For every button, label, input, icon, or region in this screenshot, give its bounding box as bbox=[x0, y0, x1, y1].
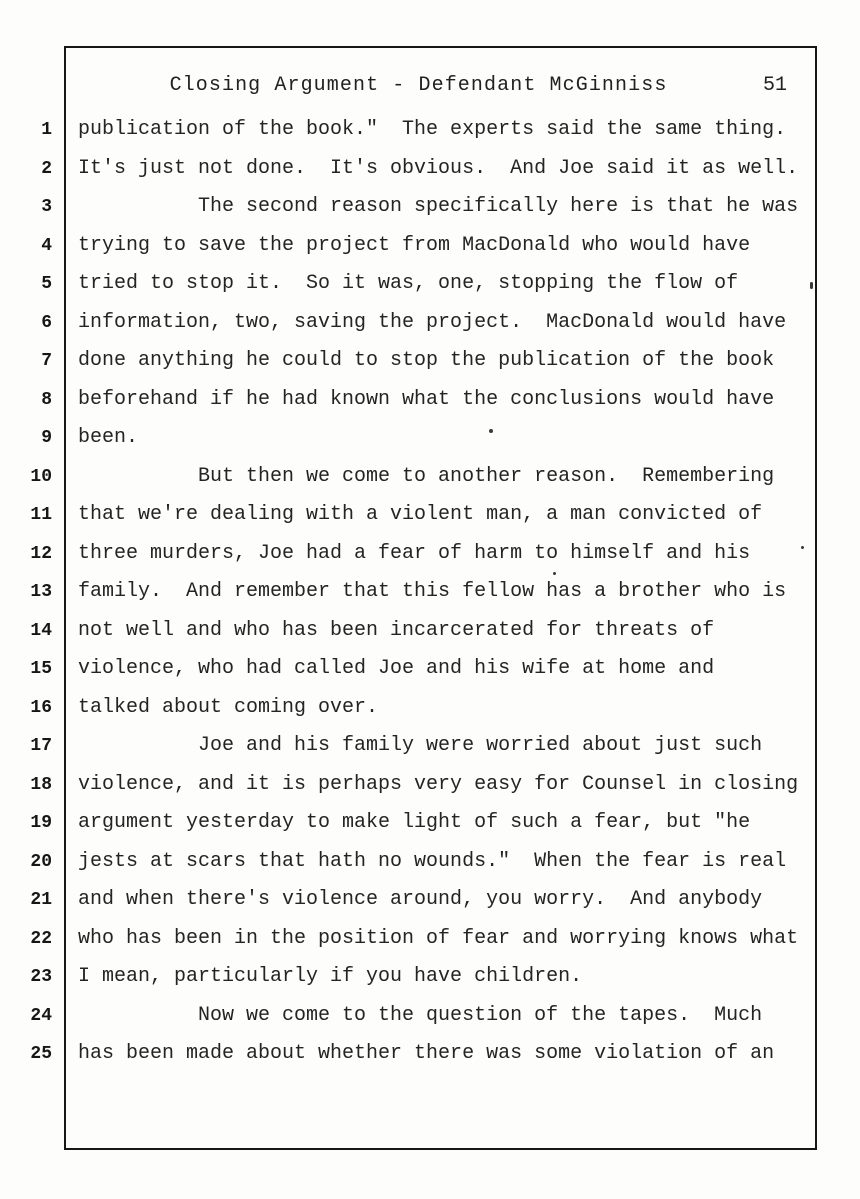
scan-artifact bbox=[553, 572, 556, 575]
line-number: 14 bbox=[30, 620, 52, 641]
line-number: 12 bbox=[30, 543, 52, 564]
transcript-line: tried to stop it. So it was, one, stopping the flow of bbox=[78, 272, 739, 295]
line-number: 3 bbox=[41, 197, 52, 217]
line-number: 11 bbox=[30, 505, 52, 525]
transcript-line: and when there's violence around, you worry. And anybody bbox=[78, 888, 763, 911]
line-number: 6 bbox=[41, 312, 52, 333]
scan-artifact bbox=[801, 546, 804, 549]
line-number: 10 bbox=[30, 466, 52, 487]
transcript-line: that we're dealing with a violent man, a man convicted of bbox=[78, 503, 763, 526]
transcript-line: talked about coming over. bbox=[78, 695, 379, 719]
line-number: 20 bbox=[30, 851, 52, 872]
line-number: 19 bbox=[30, 813, 52, 833]
scan-artifact bbox=[810, 282, 813, 289]
line-number: 16 bbox=[30, 697, 52, 718]
page-number: 51 bbox=[762, 74, 787, 97]
line-number: 21 bbox=[30, 890, 52, 910]
page-title: Closing Argument - Defendant McGinniss bbox=[169, 74, 668, 97]
transcript-line: jests at scars that hath no wounds." When the fear is real bbox=[78, 849, 787, 873]
header bbox=[66, 74, 815, 97]
transcript-line: done anything he could to stop the publication of the book bbox=[78, 349, 775, 372]
transcript-line: not well and who has been incarcerated for threats of bbox=[78, 618, 715, 642]
transcript-line: I mean, particularly if you have children. bbox=[78, 965, 583, 988]
line-number: 15 bbox=[30, 659, 52, 679]
line-number: 25 bbox=[30, 1044, 52, 1064]
transcript-line: trying to save the project from MacDonald who would have bbox=[78, 233, 751, 257]
transcript-line: family. And remember that this fellow has a brother who is bbox=[78, 580, 787, 603]
transcript-line: violence, and it is perhaps very easy for Counsel in closing bbox=[78, 772, 799, 796]
transcript-line: Now we come to the question of the tapes. Much bbox=[78, 1003, 763, 1027]
scan-artifact bbox=[489, 429, 493, 433]
transcript-line: argument yesterday to make light of such a fear, but "he bbox=[78, 811, 751, 834]
transcript-line: has been made about whether there was some violation of an bbox=[78, 1042, 775, 1065]
transcript-line: The second reason specifically here is that he was bbox=[78, 195, 799, 218]
line-number: 1 bbox=[41, 120, 52, 140]
transcript-line: been. bbox=[78, 426, 139, 449]
line-number: 17 bbox=[30, 736, 52, 756]
transcript-text bbox=[78, 111, 816, 1074]
line-number-gutter bbox=[0, 111, 52, 1074]
line-number: 8 bbox=[41, 389, 52, 410]
line-number: 22 bbox=[30, 928, 52, 949]
line-number: 4 bbox=[41, 235, 52, 256]
line-number: 18 bbox=[30, 774, 52, 795]
line-number: 2 bbox=[41, 158, 52, 179]
line-number: 9 bbox=[41, 428, 52, 448]
transcript-line: three murders, Joe had a fear of harm to himself and his bbox=[78, 541, 751, 565]
transcript-line: It's just not done. It's obvious. And Joe said it as well. bbox=[78, 156, 799, 180]
line-number: 7 bbox=[41, 351, 52, 371]
transcript-line: violence, who had called Joe and his wife at home and bbox=[78, 657, 715, 680]
transcript-line: information, two, saving the project. MacDonald would have bbox=[78, 310, 787, 334]
transcript-line: publication of the book." The experts said the same thing. bbox=[78, 118, 787, 141]
line-number: 24 bbox=[30, 1005, 52, 1026]
transcript-line: beforehand if he had known what the conclusions would have bbox=[78, 387, 775, 411]
transcript-line: But then we come to another reason. Remembering bbox=[78, 464, 775, 488]
transcript-line: Joe and his family were worried about just such bbox=[78, 734, 763, 757]
transcript-line: who has been in the position of fear and worrying knows what bbox=[78, 926, 799, 950]
line-number: 23 bbox=[30, 967, 52, 987]
line-number: 13 bbox=[30, 582, 52, 602]
line-number: 5 bbox=[41, 274, 52, 294]
